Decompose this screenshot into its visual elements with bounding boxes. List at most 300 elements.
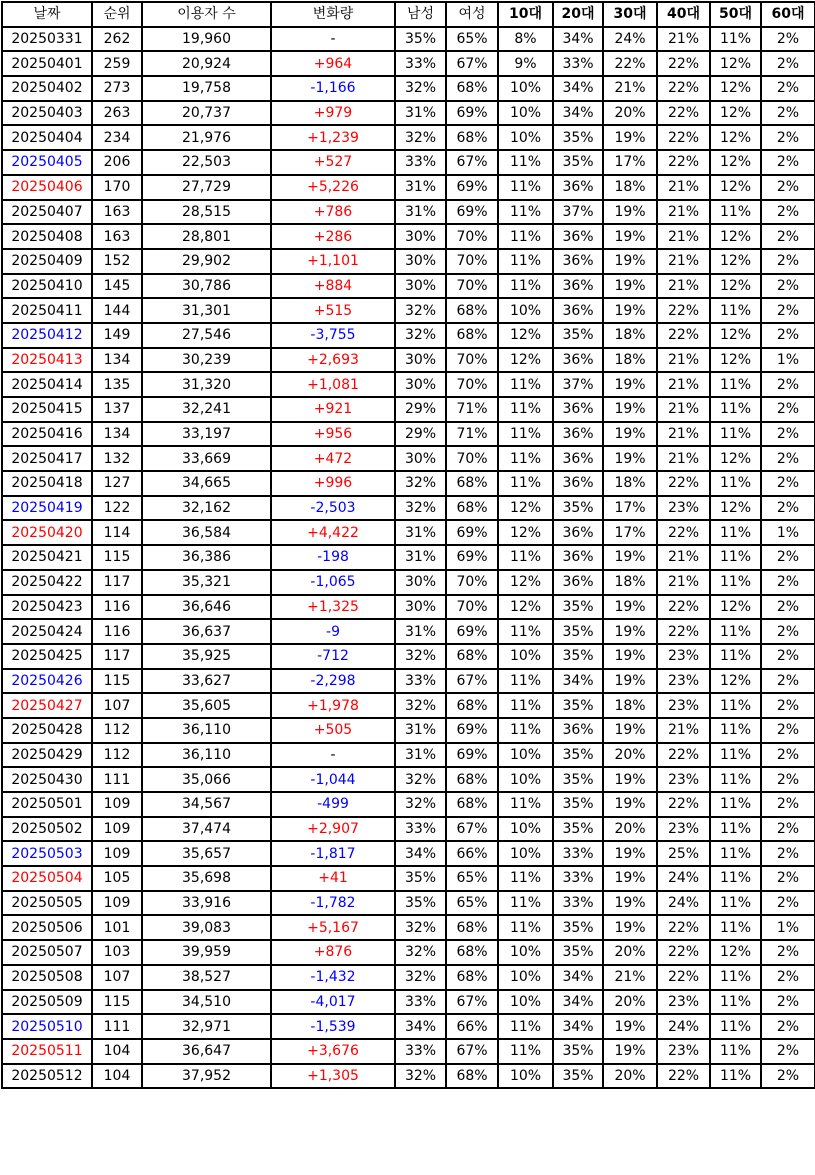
age-60s-cell: 2% [761, 125, 815, 150]
table-row [2, 372, 815, 397]
change-cell: +515 [271, 298, 395, 323]
rank-cell: 115 [92, 990, 142, 1015]
rank-cell: 115 [92, 669, 142, 694]
column-header-change[interactable]: 변화량 [271, 2, 395, 27]
age-50s-cell: 12% [710, 496, 761, 521]
users-cell: 36,110 [142, 718, 271, 743]
users-cell: 32,241 [142, 397, 271, 422]
female-pct-cell: 68% [446, 767, 498, 792]
male-pct-cell: 32% [395, 792, 446, 817]
users-cell: 36,637 [142, 619, 271, 644]
age-50s-cell: 12% [710, 249, 761, 274]
age-40s-cell: 22% [657, 471, 710, 496]
age-30s-cell: 18% [603, 471, 657, 496]
age-20s-cell: 34% [553, 101, 603, 126]
rank-cell: 122 [92, 496, 142, 521]
age-50s-cell: 12% [710, 323, 761, 348]
table-row [2, 101, 815, 126]
change-cell: +786 [271, 200, 395, 225]
age-30s-cell: 19% [603, 595, 657, 620]
age-20s-cell: 35% [553, 619, 603, 644]
age-10s-cell: 11% [498, 915, 553, 940]
table-row [2, 570, 815, 595]
male-pct-cell: 35% [395, 27, 446, 52]
table-row [2, 891, 815, 916]
male-pct-cell: 31% [395, 545, 446, 570]
age-60s-cell: 2% [761, 372, 815, 397]
rank-cell: 134 [92, 422, 142, 447]
column-header-female[interactable]: 여성 [446, 2, 498, 27]
age-60s-cell: 2% [761, 446, 815, 471]
age-20s-cell: 33% [553, 891, 603, 916]
female-pct-cell: 67% [446, 817, 498, 842]
users-cell: 35,605 [142, 693, 271, 718]
age-60s-cell: 2% [761, 718, 815, 743]
age-10s-cell: 11% [498, 224, 553, 249]
age-30s-cell: 19% [603, 1014, 657, 1039]
male-pct-cell: 32% [395, 644, 446, 669]
table-row [2, 348, 815, 373]
age-30s-cell: 20% [603, 101, 657, 126]
rank-cell: 104 [92, 1039, 142, 1064]
rank-cell: 109 [92, 817, 142, 842]
column-header-age-10s[interactable]: 10대 [498, 2, 553, 27]
female-pct-cell: 68% [446, 1064, 498, 1089]
date-cell: 20250422 [2, 570, 92, 595]
users-cell: 32,971 [142, 1014, 271, 1039]
table-row [2, 915, 815, 940]
age-60s-cell: 2% [761, 101, 815, 126]
age-20s-cell: 35% [553, 323, 603, 348]
users-cell: 20,924 [142, 51, 271, 76]
female-pct-cell: 70% [446, 224, 498, 249]
age-10s-cell: 11% [498, 545, 553, 570]
date-cell: 20250504 [2, 866, 92, 891]
male-pct-cell: 33% [395, 990, 446, 1015]
age-40s-cell: 21% [657, 249, 710, 274]
table-row [2, 940, 815, 965]
male-pct-cell: 31% [395, 718, 446, 743]
age-20s-cell: 35% [553, 644, 603, 669]
age-60s-cell: 2% [761, 990, 815, 1015]
change-cell: -1,065 [271, 570, 395, 595]
age-20s-cell: 35% [553, 1039, 603, 1064]
age-30s-cell: 19% [603, 718, 657, 743]
column-header-age-30s[interactable]: 30대 [603, 2, 657, 27]
date-cell: 20250512 [2, 1064, 92, 1089]
age-40s-cell: 22% [657, 298, 710, 323]
age-20s-cell: 34% [553, 669, 603, 694]
table-row [2, 298, 815, 323]
age-60s-cell: 2% [761, 224, 815, 249]
female-pct-cell: 67% [446, 669, 498, 694]
age-20s-cell: 34% [553, 965, 603, 990]
age-40s-cell: 23% [657, 767, 710, 792]
age-50s-cell: 11% [710, 1039, 761, 1064]
age-30s-cell: 17% [603, 150, 657, 175]
change-cell: +964 [271, 51, 395, 76]
date-cell: 20250417 [2, 446, 92, 471]
male-pct-cell: 31% [395, 619, 446, 644]
rank-cell: 163 [92, 200, 142, 225]
age-40s-cell: 22% [657, 595, 710, 620]
female-pct-cell: 70% [446, 595, 498, 620]
users-cell: 34,665 [142, 471, 271, 496]
table-row [2, 27, 815, 52]
date-cell: 20250510 [2, 1014, 92, 1039]
female-pct-cell: 67% [446, 51, 498, 76]
rank-cell: 116 [92, 595, 142, 620]
age-20s-cell: 34% [553, 27, 603, 52]
users-cell: 19,960 [142, 27, 271, 52]
male-pct-cell: 32% [395, 940, 446, 965]
date-cell: 20250429 [2, 743, 92, 768]
male-pct-cell: 31% [395, 101, 446, 126]
change-cell: +527 [271, 150, 395, 175]
age-30s-cell: 22% [603, 51, 657, 76]
age-30s-cell: 21% [603, 965, 657, 990]
change-cell: -9 [271, 619, 395, 644]
rank-cell: 104 [92, 1064, 142, 1089]
age-30s-cell: 20% [603, 817, 657, 842]
age-20s-cell: 34% [553, 990, 603, 1015]
column-header-users[interactable]: 이용자 수 [142, 2, 271, 27]
female-pct-cell: 67% [446, 990, 498, 1015]
age-20s-cell: 36% [553, 545, 603, 570]
age-10s-cell: 11% [498, 446, 553, 471]
users-cell: 33,916 [142, 891, 271, 916]
age-10s-cell: 11% [498, 397, 553, 422]
male-pct-cell: 33% [395, 669, 446, 694]
age-30s-cell: 19% [603, 767, 657, 792]
date-cell: 20250428 [2, 718, 92, 743]
date-cell: 20250331 [2, 27, 92, 52]
change-cell: +472 [271, 446, 395, 471]
change-cell: +1,305 [271, 1064, 395, 1089]
age-50s-cell: 11% [710, 915, 761, 940]
change-cell: +2,907 [271, 817, 395, 842]
table-row [2, 669, 815, 694]
age-40s-cell: 23% [657, 817, 710, 842]
age-50s-cell: 12% [710, 125, 761, 150]
male-pct-cell: 32% [395, 915, 446, 940]
users-cell: 30,239 [142, 348, 271, 373]
age-40s-cell: 23% [657, 644, 710, 669]
age-50s-cell: 11% [710, 693, 761, 718]
age-50s-cell: 12% [710, 669, 761, 694]
column-header-age-40s[interactable]: 40대 [657, 2, 710, 27]
male-pct-cell: 29% [395, 422, 446, 447]
rank-cell: 105 [92, 866, 142, 891]
male-pct-cell: 32% [395, 125, 446, 150]
age-30s-cell: 19% [603, 224, 657, 249]
users-cell: 37,952 [142, 1064, 271, 1089]
age-20s-cell: 37% [553, 372, 603, 397]
female-pct-cell: 69% [446, 200, 498, 225]
rank-cell: 101 [92, 915, 142, 940]
table-header-row [2, 2, 815, 27]
age-20s-cell: 35% [553, 150, 603, 175]
female-pct-cell: 70% [446, 570, 498, 595]
age-10s-cell: 11% [498, 175, 553, 200]
table-row [2, 792, 815, 817]
age-40s-cell: 21% [657, 200, 710, 225]
age-40s-cell: 22% [657, 125, 710, 150]
age-10s-cell: 10% [498, 965, 553, 990]
table-row [2, 274, 815, 299]
change-cell: +921 [271, 397, 395, 422]
age-30s-cell: 19% [603, 669, 657, 694]
date-cell: 20250418 [2, 471, 92, 496]
table-row [2, 249, 815, 274]
age-60s-cell: 2% [761, 249, 815, 274]
users-cell: 35,698 [142, 866, 271, 891]
age-60s-cell: 2% [761, 570, 815, 595]
age-10s-cell: 12% [498, 496, 553, 521]
rank-cell: 109 [92, 891, 142, 916]
age-30s-cell: 19% [603, 619, 657, 644]
male-pct-cell: 32% [395, 965, 446, 990]
users-cell: 32,162 [142, 496, 271, 521]
date-cell: 20250405 [2, 150, 92, 175]
users-cell: 28,801 [142, 224, 271, 249]
female-pct-cell: 68% [446, 940, 498, 965]
age-50s-cell: 11% [710, 200, 761, 225]
table-row [2, 545, 815, 570]
age-30s-cell: 18% [603, 323, 657, 348]
age-20s-cell: 35% [553, 817, 603, 842]
users-cell: 36,646 [142, 595, 271, 620]
date-cell: 20250427 [2, 693, 92, 718]
change-cell: +2,693 [271, 348, 395, 373]
age-30s-cell: 18% [603, 175, 657, 200]
date-cell: 20250424 [2, 619, 92, 644]
female-pct-cell: 70% [446, 446, 498, 471]
female-pct-cell: 70% [446, 274, 498, 299]
age-10s-cell: 11% [498, 669, 553, 694]
male-pct-cell: 32% [395, 298, 446, 323]
users-cell: 36,647 [142, 1039, 271, 1064]
age-20s-cell: 33% [553, 866, 603, 891]
age-30s-cell: 20% [603, 990, 657, 1015]
age-40s-cell: 23% [657, 1039, 710, 1064]
users-cell: 35,925 [142, 644, 271, 669]
age-50s-cell: 11% [710, 817, 761, 842]
age-60s-cell: 2% [761, 323, 815, 348]
age-40s-cell: 22% [657, 51, 710, 76]
rank-cell: 109 [92, 841, 142, 866]
change-cell: +1,325 [271, 595, 395, 620]
age-10s-cell: 11% [498, 1039, 553, 1064]
table-row [2, 619, 815, 644]
male-pct-cell: 31% [395, 175, 446, 200]
age-10s-cell: 10% [498, 101, 553, 126]
age-30s-cell: 20% [603, 940, 657, 965]
age-40s-cell: 21% [657, 27, 710, 52]
age-40s-cell: 24% [657, 1014, 710, 1039]
age-50s-cell: 12% [710, 274, 761, 299]
age-10s-cell: 10% [498, 940, 553, 965]
age-60s-cell: 2% [761, 1064, 815, 1089]
age-40s-cell: 23% [657, 990, 710, 1015]
age-40s-cell: 22% [657, 743, 710, 768]
age-40s-cell: 23% [657, 669, 710, 694]
age-20s-cell: 35% [553, 125, 603, 150]
users-cell: 21,976 [142, 125, 271, 150]
table-row [2, 841, 815, 866]
female-pct-cell: 70% [446, 372, 498, 397]
age-60s-cell: 2% [761, 644, 815, 669]
age-50s-cell: 11% [710, 841, 761, 866]
age-60s-cell: 2% [761, 471, 815, 496]
male-pct-cell: 32% [395, 767, 446, 792]
rank-cell: 111 [92, 767, 142, 792]
column-header-rank[interactable]: 순위 [92, 2, 142, 27]
age-30s-cell: 19% [603, 866, 657, 891]
age-50s-cell: 12% [710, 175, 761, 200]
users-cell: 35,321 [142, 570, 271, 595]
age-50s-cell: 12% [710, 940, 761, 965]
column-header-age-60s[interactable]: 60대 [761, 2, 815, 27]
rank-cell: 117 [92, 644, 142, 669]
column-header-age-20s[interactable]: 20대 [553, 2, 603, 27]
column-header-date[interactable]: 날짜 [2, 2, 92, 27]
age-60s-cell: 1% [761, 348, 815, 373]
female-pct-cell: 68% [446, 693, 498, 718]
users-cell: 33,627 [142, 669, 271, 694]
age-10s-cell: 10% [498, 76, 553, 101]
age-20s-cell: 34% [553, 76, 603, 101]
date-cell: 20250430 [2, 767, 92, 792]
male-pct-cell: 33% [395, 1039, 446, 1064]
male-pct-cell: 29% [395, 397, 446, 422]
users-cell: 36,110 [142, 743, 271, 768]
age-10s-cell: 10% [498, 817, 553, 842]
age-60s-cell: 2% [761, 891, 815, 916]
date-cell: 20250501 [2, 792, 92, 817]
users-cell: 33,669 [142, 446, 271, 471]
rank-cell: 145 [92, 274, 142, 299]
age-30s-cell: 19% [603, 792, 657, 817]
age-10s-cell: 11% [498, 891, 553, 916]
age-40s-cell: 21% [657, 224, 710, 249]
table-row [2, 397, 815, 422]
male-pct-cell: 30% [395, 446, 446, 471]
age-40s-cell: 21% [657, 718, 710, 743]
age-20s-cell: 35% [553, 940, 603, 965]
age-60s-cell: 2% [761, 866, 815, 891]
change-cell: -1,044 [271, 767, 395, 792]
date-cell: 20250415 [2, 397, 92, 422]
male-pct-cell: 30% [395, 224, 446, 249]
age-40s-cell: 22% [657, 1064, 710, 1089]
age-50s-cell: 11% [710, 866, 761, 891]
age-20s-cell: 36% [553, 249, 603, 274]
male-pct-cell: 33% [395, 150, 446, 175]
age-10s-cell: 12% [498, 570, 553, 595]
male-pct-cell: 32% [395, 471, 446, 496]
rank-cell: 170 [92, 175, 142, 200]
age-50s-cell: 11% [710, 1014, 761, 1039]
age-50s-cell: 11% [710, 891, 761, 916]
table-row [2, 76, 815, 101]
date-cell: 20250416 [2, 422, 92, 447]
age-60s-cell: 2% [761, 200, 815, 225]
table-row [2, 866, 815, 891]
age-20s-cell: 35% [553, 767, 603, 792]
age-60s-cell: 2% [761, 669, 815, 694]
male-pct-cell: 32% [395, 323, 446, 348]
age-40s-cell: 22% [657, 101, 710, 126]
male-pct-cell: 35% [395, 866, 446, 891]
age-20s-cell: 36% [553, 570, 603, 595]
change-cell: +4,422 [271, 520, 395, 545]
age-10s-cell: 11% [498, 372, 553, 397]
rank-cell: 135 [92, 372, 142, 397]
age-40s-cell: 21% [657, 175, 710, 200]
date-cell: 20250421 [2, 545, 92, 570]
change-cell: -499 [271, 792, 395, 817]
age-50s-cell: 12% [710, 224, 761, 249]
rank-cell: 115 [92, 545, 142, 570]
age-50s-cell: 12% [710, 595, 761, 620]
age-20s-cell: 35% [553, 693, 603, 718]
age-10s-cell: 11% [498, 792, 553, 817]
rank-cell: 116 [92, 619, 142, 644]
female-pct-cell: 68% [446, 76, 498, 101]
age-40s-cell: 21% [657, 422, 710, 447]
age-50s-cell: 11% [710, 792, 761, 817]
age-30s-cell: 20% [603, 1064, 657, 1089]
column-header-male[interactable]: 남성 [395, 2, 446, 27]
age-10s-cell: 12% [498, 348, 553, 373]
age-50s-cell: 11% [710, 27, 761, 52]
daily-user-stats-table [1, 1, 815, 1089]
change-cell: +876 [271, 940, 395, 965]
table-row [2, 520, 815, 545]
age-50s-cell: 11% [710, 520, 761, 545]
age-20s-cell: 35% [553, 496, 603, 521]
change-cell: +996 [271, 471, 395, 496]
date-cell: 20250414 [2, 372, 92, 397]
age-30s-cell: 19% [603, 372, 657, 397]
female-pct-cell: 67% [446, 1039, 498, 1064]
rank-cell: 109 [92, 792, 142, 817]
age-60s-cell: 2% [761, 51, 815, 76]
male-pct-cell: 31% [395, 520, 446, 545]
age-40s-cell: 22% [657, 323, 710, 348]
date-cell: 20250511 [2, 1039, 92, 1064]
age-40s-cell: 21% [657, 545, 710, 570]
age-50s-cell: 11% [710, 743, 761, 768]
male-pct-cell: 33% [395, 817, 446, 842]
age-30s-cell: 19% [603, 446, 657, 471]
age-50s-cell: 11% [710, 397, 761, 422]
age-50s-cell: 12% [710, 101, 761, 126]
change-cell: -1,817 [271, 841, 395, 866]
users-cell: 36,584 [142, 520, 271, 545]
rank-cell: 117 [92, 570, 142, 595]
change-cell: +956 [271, 422, 395, 447]
table-row [2, 595, 815, 620]
change-cell: -4,017 [271, 990, 395, 1015]
column-header-age-50s[interactable]: 50대 [710, 2, 761, 27]
age-40s-cell: 21% [657, 446, 710, 471]
users-cell: 34,567 [142, 792, 271, 817]
users-cell: 33,197 [142, 422, 271, 447]
change-cell: -712 [271, 644, 395, 669]
users-cell: 35,066 [142, 767, 271, 792]
